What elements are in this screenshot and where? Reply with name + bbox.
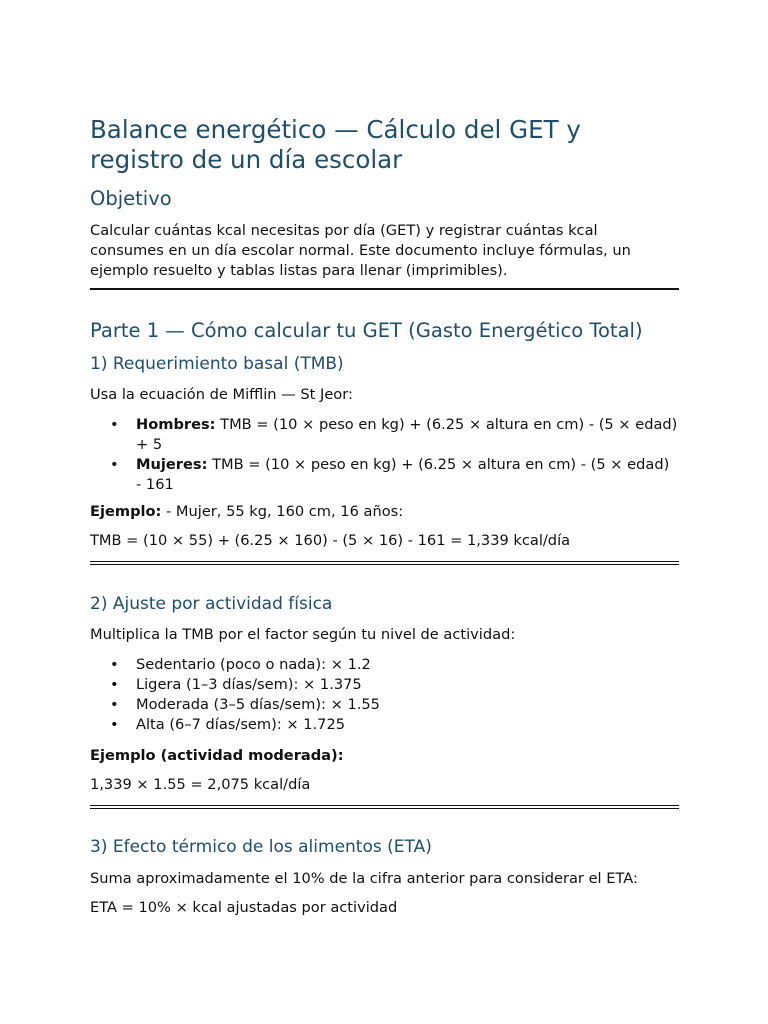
example-label: Ejemplo (actividad moderada): [90,747,344,764]
example-line [90,502,403,522]
list-item [90,715,679,735]
formula-list [90,415,679,495]
section2-heading: 2) Ajuste por actividad física [90,594,333,614]
activity-factor-text: Sedentario (poco o nada): × 1.2 [136,656,371,673]
activity-factor-text: Moderada (3–5 días/sem): × 1.55 [136,696,380,713]
list-item [90,695,679,715]
list-item [90,675,679,695]
eta-formula: ETA = 10% × kcal ajustadas por actividad [90,899,398,916]
list-item [90,415,679,455]
activity-factor-text: Ligera (1–3 días/sem): × 1.375 [136,676,362,693]
list-item [90,655,679,675]
example-calculation: 1,339 × 1.55 = 2,075 kcal/día [90,776,311,793]
formula-text: TMB = (10 × peso en kg) + (6.25 × altura en cm) - (5 × edad) - 161 [136,456,670,493]
section2-intro: Multiplica la TMB por el factor según tu nivel de actividad: [90,626,516,643]
example-calculation: TMB = (10 × 55) + (6.25 × 160) - (5 × 16) - 161 = 1,339 kcal/día [90,532,571,549]
document-title: Balance energético — Cálculo del GET y registro de un día escolar [90,115,581,174]
bullet-icon: • [110,676,119,693]
list-item [90,455,679,495]
part1-heading: Parte 1 — Cómo calcular tu GET (Gasto Energético Total) [90,319,643,342]
section-divider [90,288,679,290]
example-label: Ejemplo: [90,503,162,520]
bullet-icon: • [110,416,119,433]
section-divider [90,805,679,809]
section1-heading: 1) Requerimiento basal (TMB) [90,354,344,374]
objective-text: Calcular cuántas kcal necesitas por día (GET) y registrar cuántas kcal consumes en un día escolar normal. Este documento incluye fórmulas, un ejemplo resuelto y tablas listas para llenar (imprimibles). [90,222,631,279]
bullet-icon: • [110,716,119,733]
formula-label: Hombres: [136,416,216,433]
bullet-icon: • [110,456,119,473]
formula-label: Mujeres: [136,456,208,473]
section-divider [90,561,679,565]
section1-intro: Usa la ecuación de Mifflin — St Jeor: [90,386,353,403]
activity-factor-list [90,655,679,735]
bullet-icon: • [110,696,119,713]
section3-heading: 3) Efecto térmico de los alimentos (ETA) [90,837,432,857]
section3-intro: Suma aproximadamente el 10% de la cifra anterior para considerar el ETA: [90,870,638,887]
bullet-icon: • [110,656,119,673]
example-line [90,746,344,766]
formula-text: TMB = (10 × peso en kg) + (6.25 × altura en cm) - (5 × edad) + 5 [136,416,678,453]
activity-factor-text: Alta (6–7 días/sem): × 1.725 [136,716,346,733]
example-text: - Mujer, 55 kg, 160 cm, 16 años: [161,503,404,520]
objective-heading: Objetivo [90,187,172,210]
